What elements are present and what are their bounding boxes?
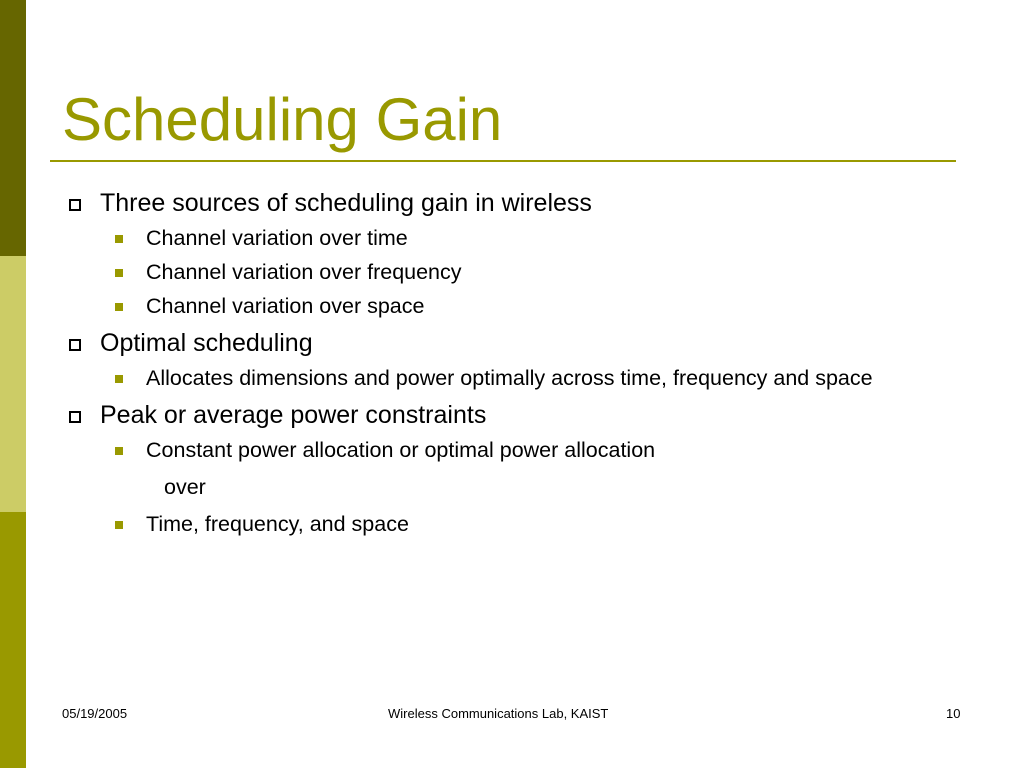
hollow-square-bullet-icon [69, 339, 81, 351]
bullet-item [62, 186, 942, 220]
bullet-item [62, 398, 942, 432]
sub-bullet-text: Channel variation over space [146, 294, 425, 318]
bullet-text: Peak or average power constraints [100, 401, 487, 429]
sub-bullet-item [62, 223, 942, 254]
square-bullet-icon [115, 521, 123, 529]
sub-bullet-item [62, 435, 942, 466]
hollow-square-bullet-icon [69, 411, 81, 423]
sub-bullet-item [62, 257, 942, 288]
square-bullet-icon [115, 447, 123, 455]
sub-bullet-text: Allocates dimensions and power optimally across time, frequency and space [146, 366, 873, 390]
sub-bullet-text: Time, frequency, and space [146, 512, 409, 536]
sidebar-segment-middle [0, 256, 26, 512]
square-bullet-icon [115, 303, 123, 311]
bullet-text: Optimal scheduling [100, 329, 313, 357]
sidebar-segment-top [0, 0, 26, 256]
slide-title: Scheduling Gain [62, 86, 503, 153]
sidebar-decoration [0, 0, 26, 768]
sub-bullet-text: Channel variation over time [146, 226, 408, 250]
sub-bullet-item [62, 363, 942, 394]
sub-bullet-continuation: over [164, 475, 206, 499]
sub-bullet-item [62, 291, 942, 322]
square-bullet-icon [115, 375, 123, 383]
footer-date: 05/19/2005 [62, 706, 128, 721]
bullet-item [62, 326, 942, 360]
bullet-text: Three sources of scheduling gain in wireless [100, 189, 592, 217]
sub-bullet-item [62, 509, 942, 540]
sub-bullet-text: Channel variation over frequency [146, 260, 462, 284]
title-divider [50, 160, 956, 162]
square-bullet-icon [115, 269, 123, 277]
page-number: 10 [946, 706, 961, 721]
square-bullet-icon [115, 235, 123, 243]
slide-content [62, 182, 942, 543]
footer-organization: Wireless Communications Lab, KAIST [388, 706, 609, 721]
hollow-square-bullet-icon [69, 199, 81, 211]
sidebar-segment-bottom [0, 512, 26, 768]
sub-bullet-text: Constant power allocation or optimal power allocation [146, 438, 656, 462]
